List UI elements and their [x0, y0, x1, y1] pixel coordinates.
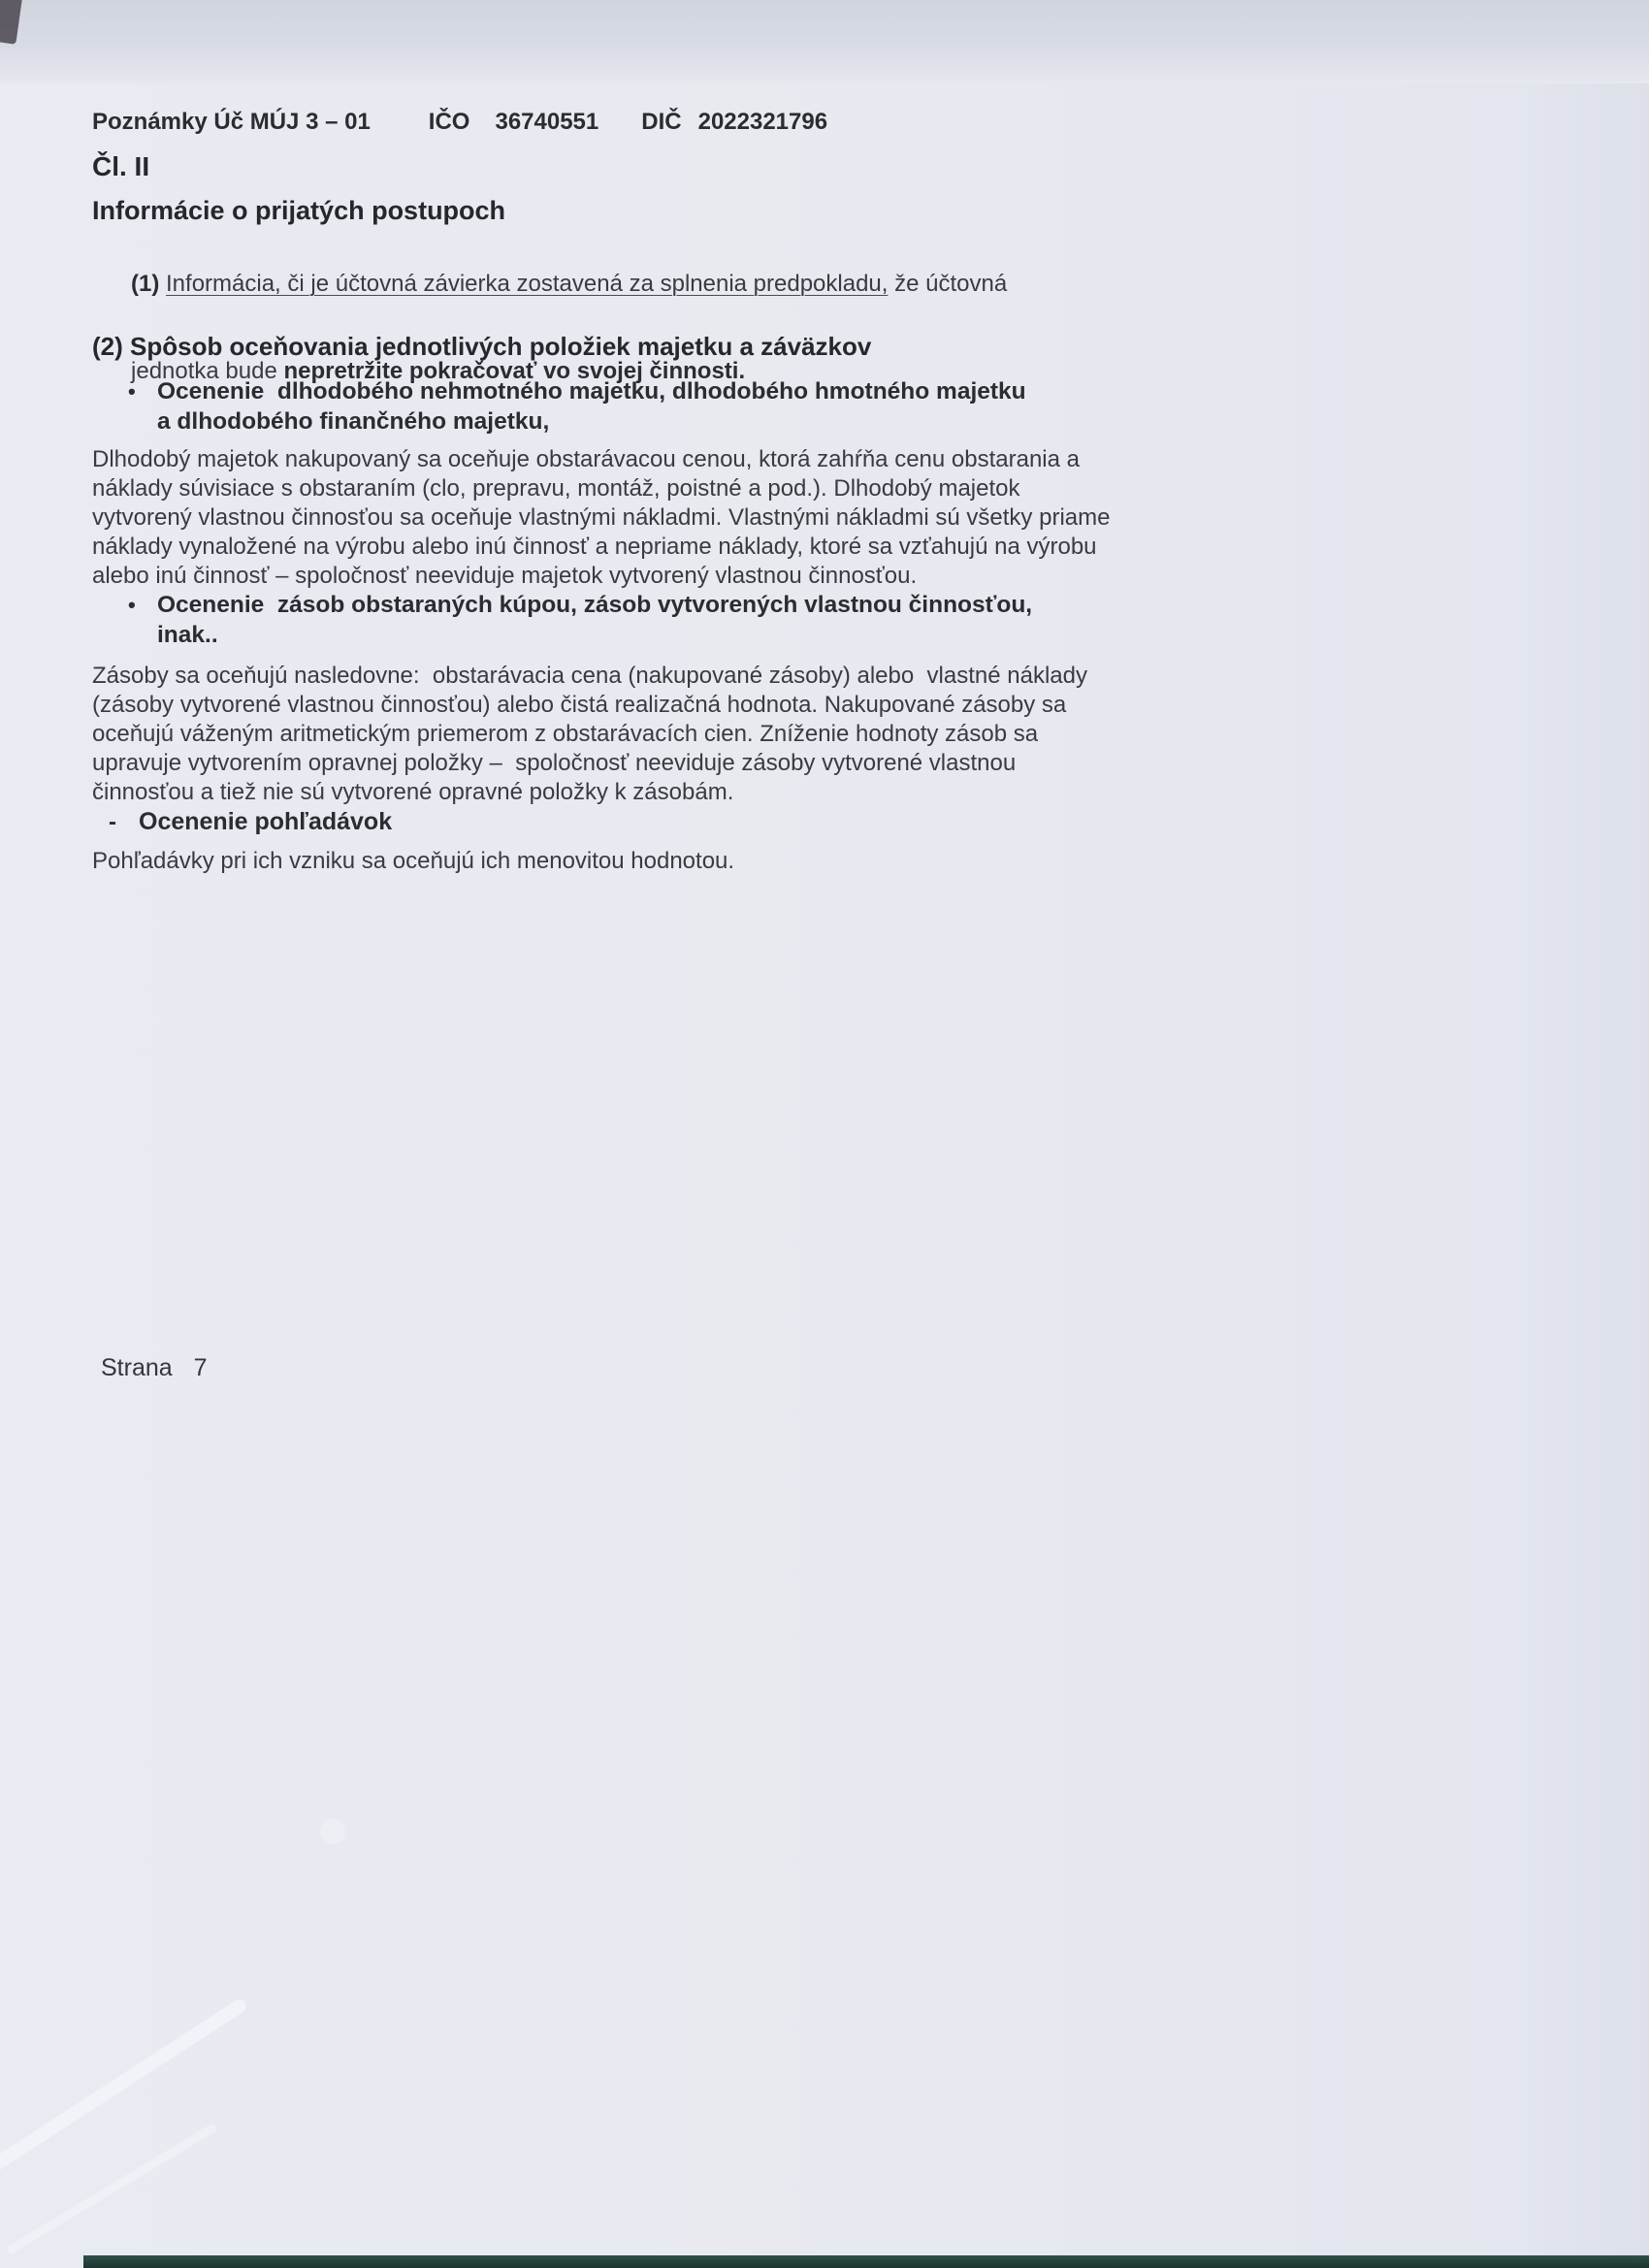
article-heading: Čl. II: [92, 151, 150, 181]
bullet-long-term-line-2: a dlhodobého finančného majetku,: [157, 408, 550, 435]
para-inventory-line-5: činnosťou a tiež nie sú vytvorené opravné položky k zásobám.: [92, 779, 734, 805]
scan-smudge-artifact: [320, 1819, 345, 1844]
form-title: Poznámky Úč MÚJ 3 – 01: [92, 109, 371, 135]
bullet-inventory: [128, 590, 1032, 650]
heading-valuation-methods: (2) Spôsob oceňovania jednotlivých položiek majetku a záväzkov: [92, 332, 872, 361]
para-inventory-line-1: Zásoby sa oceňujú nasledovne: obstarávacia cena (nakupované zásoby) alebo vlastné náklady: [92, 663, 1087, 689]
para-long-term-line-3: vytvorený vlastnou činnosťou sa oceňuje vlastnými nákladmi. Vlastnými nákladmi sú všetky priame: [92, 504, 1111, 531]
section-title: Informácie o prijatých postupoch: [92, 196, 506, 225]
page-label: Strana: [101, 1354, 173, 1381]
bullet-inventory-line-1: Ocenenie zásob obstaraných kúpou, zásob vytvorených vlastnou činnosťou,: [157, 592, 1033, 618]
bullet-long-term-text: [157, 376, 1026, 437]
paragraph-inventory-valuation: [92, 662, 1087, 807]
dash-icon: -: [109, 809, 116, 835]
page-footer: [101, 1354, 208, 1382]
dash-receivables-text: Ocenenie pohľadávok: [139, 808, 393, 835]
paragraph-long-term-valuation: [92, 445, 1110, 591]
ico-value: 36740551: [495, 109, 599, 135]
scan-streak-artifact: [0, 1997, 248, 2188]
para-inventory-line-2: (zásoby vytvorené vlastnou činnosťou) alebo čistá realizačná hodnota. Nakupované zásoby sa: [92, 692, 1067, 718]
para1-rest-text: že účtovná: [888, 271, 1008, 297]
ico-label: IČO: [428, 109, 470, 135]
page-number: 7: [193, 1354, 208, 1381]
para-inventory-line-3: oceňujú váženým aritmetickým priemerom z obstarávacích cien. Zníženie hodnoty zásob sa: [92, 721, 1039, 747]
para-long-term-line-2: náklady súvisiace s obstaraním (clo, prepravu, montáž, poistné a pod.). Dlhodobý majetok: [92, 475, 1020, 502]
para1-underlined-text: Informácia, či je účtovná závierka zostavená za splnenia predpokladu,: [166, 271, 889, 297]
bullet-inventory-text: [157, 590, 1032, 650]
bullet-long-term-line-1: Ocenenie dlhodobého nehmotného majetku, dlhodobého hmotného majetku: [157, 378, 1026, 405]
scan-top-edge: [0, 0, 1649, 83]
dic-value: 2022321796: [697, 109, 828, 135]
paragraph-going-concern-line-1: [92, 241, 1007, 328]
para-long-term-line-5: alebo inú činnosť – spoločnosť neeviduje majetok vytvorený vlastnou činnosťou.: [92, 563, 918, 589]
para-long-term-line-1: Dlhodobý majetok nakupovaný sa oceňuje obstarávacou cenou, ktorá zahŕňa cenu obstarania a: [92, 446, 1080, 472]
document-header: [92, 109, 827, 136]
scan-bottom-edge: [83, 2255, 1649, 2268]
para-inventory-line-4: upravuje vytvorením opravnej položky – spoločnosť neeviduje zásoby vytvorené vlastnou: [92, 750, 1017, 776]
bullet-icon: •: [128, 379, 136, 404]
para1-bold-text: nepretržite pokračovať vo svojej činnosti.: [283, 358, 746, 384]
bullet-icon: •: [128, 593, 136, 617]
para1-number: (1): [131, 271, 167, 297]
para1-regular-text: jednotka bude: [131, 358, 284, 384]
para-long-term-line-4: náklady vynaložené na výrobu alebo inú činnosť a nepriame náklady, ktoré sa vzťahujú na výrobu: [92, 534, 1097, 560]
bullet-inventory-line-2: inak..: [157, 622, 218, 648]
paragraph-receivables: Pohľadávky pri ich vzniku sa oceňujú ich menovitou hodnotou.: [92, 848, 735, 874]
bullet-long-term-assets: [128, 376, 1026, 437]
dash-item-receivables: [109, 807, 392, 837]
dic-label: DIČ: [641, 109, 682, 135]
